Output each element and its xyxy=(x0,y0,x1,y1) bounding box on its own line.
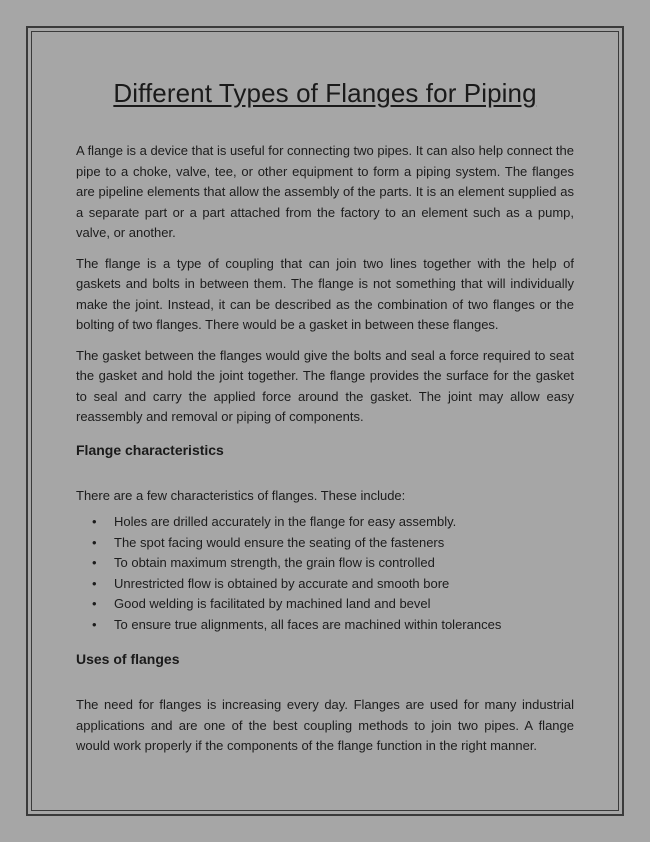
bullet-icon: • xyxy=(92,616,97,632)
list-item: • To obtain maximum strength, the grain flow is controlled xyxy=(76,553,574,574)
document-title: Different Types of Flanges for Piping xyxy=(113,78,537,108)
list-item: • Holes are drilled accurately in the flange for easy assembly. xyxy=(76,512,574,533)
bullet-icon: • xyxy=(92,555,97,570)
paragraph-intro: A flange is a device that is useful for connecting two pipes. It can also help connect the pipe to a choke, valve, tee, or other equipment to form a piping system. The flanges are pipeline elements that allow the assembly of the parts. It is an element supplied as a separate part or a part attached from the factory to an element such as a pump, valve, or another. xyxy=(76,143,574,240)
bullet-icon: • xyxy=(92,575,97,591)
section-heading-uses: Uses of flanges xyxy=(76,651,180,667)
characteristics-list xyxy=(76,512,574,635)
bullet-icon: • xyxy=(92,514,97,529)
document-body xyxy=(76,78,574,767)
list-item: • To ensure true alignments, all faces are machined within tolerances xyxy=(76,615,574,636)
bullet-icon: • xyxy=(92,534,97,550)
paragraph-coupling: The flange is a type of coupling that can join two lines together with the help of gaskets and bolts in between them. The flange is not something that will individually make the joint. Instead, it can be described as the combination of two flanges or the bolting of two flanges. There would be a gasket in between these flanges. xyxy=(76,255,574,332)
list-item: • Good welding is facilitated by machined land and bevel xyxy=(76,594,574,615)
characteristics-intro: There are a few characteristics of flanges. These include: xyxy=(76,487,406,503)
bullet-icon: • xyxy=(92,596,97,611)
paragraph-uses: The need for flanges is increasing every day. Flanges are used for many industrial applications and are one of the best coupling methods to join two pipes. A flange would work properly if the components of the flange function in the right manner. xyxy=(76,697,574,753)
section-heading-characteristics: Flange characteristics xyxy=(76,441,224,458)
paragraph-gasket: The gasket between the flanges would give the bolts and seal a force required to seat the gasket and hold the joint together. The flange provides the surface for the gasket to seal and carry the applied force around the gasket. The joint may allow easy reassembly and removal or piping of components. xyxy=(76,347,574,424)
list-item: • The spot facing would ensure the seating of the fasteners xyxy=(76,533,574,554)
list-item: • Unrestricted flow is obtained by accurate and smooth bore xyxy=(76,574,574,595)
